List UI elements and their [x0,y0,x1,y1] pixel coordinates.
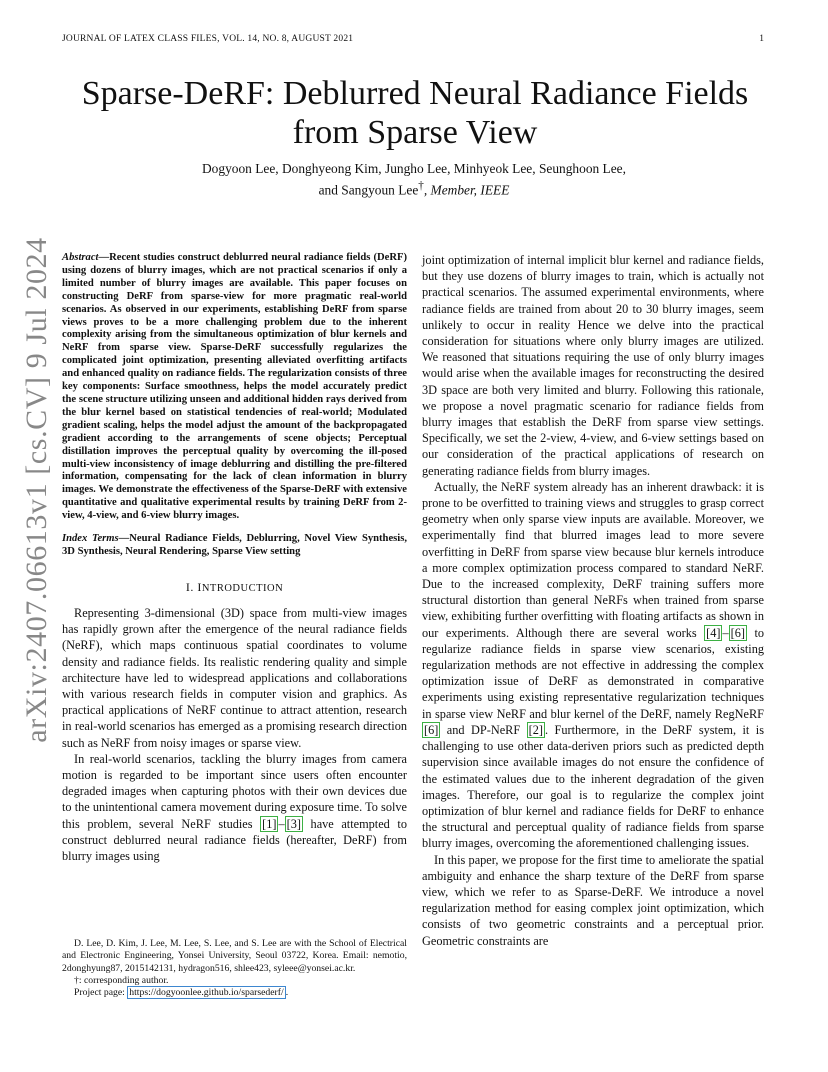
index-terms-lead: Index Terms [62,533,119,545]
page-number: 1 [759,34,764,44]
footnote-corresponding: †: corresponding author. [74,974,169,986]
body-paragraph: joint optimization of internal implicit blur kernel and radiance fields, but they use dozens of blurry images to train, which is actually not practical scenarios. The assumed experimental environments, where radiance fields are trained from about 20 to 30 blurry images, seem unlikely to occur in reality Hence we delve into the practical consideration for situations where only blurry images are utilized. We reasoned that situations requiring the use of only blurry images would arise when the available images for reconstructing the desired 3D space are both very limited and blurry. Following this rationale, we propose a novel pragmatic scenario for radiance fields from blurry images that establish the DeRF from sparse view settings. Specifically, we set the 2-view, 4-view, and 6-view settings based on our consideration of the practical applications of research on generating radiance fields from blurry images. [422,253,764,478]
section-heading-introduction: I. INTRODUCTION [185,579,284,594]
body-paragraph: Actually, the NeRF system already has an inherent drawback: it is prone to be overfitted to training views and struggles to grasp correct geometry when only sparse view inputs are available. Moreover, we experimentally find that blurred images lead to more severe overfitting in DeRF from sparse view because blur kernels introduce a more complex optimization process compared to standard NeRF. Due to the increased complexity, DeRF training suffers more structural distortion than general NeRFs when trained from sparse view, exhibiting further overfitting with floating artifacts as shown in our experiments. Although there are several works [4] – [6] to regularize radiance fields in sparse view scenarios, existing regularization methods are not effective in addressing the complex optimization issue of DeRF as demonstrated in comparative experiments using existing representative regularization techniques in sparse view NeRF and blur kernel of the DeRF, namely RegNeRF [6] and DP-NeRF [2] . Furthermore, in the DeRF system, it is challenging to use other data-deriven priors such as predicted depth supervision since available images do not ensure the confidence of the estimated values due to the inherent degradation of the given images. Therefore, our goal is to regularize the complex joint optimization of blur kernel and radiance fields for DeRF to enhance the structural and perceptual quality of radiance fields from sparse blurry images, overcoming the aforementioned challenging issues. [422,479,765,851]
citation-link[interactable]: [6] [424,722,439,737]
abstract [62,252,407,523]
footnote [62,938,407,999]
running-header: JOURNAL OF LATEX CLASS FILES, VOL. 14, NO. 8, AUGUST 2021 [62,34,354,44]
project-page-link[interactable]: https://dogyoonlee.github.io/sparsederf/ [129,987,284,999]
author-line-1: Dogyoon Lee, Donghyeong Kim, Jungho Lee, Minhyeok Lee, Seunghoon Lee, [202,161,626,176]
index-terms-text: —Neural Radiance Fields, Deblurring, Novel View Synthesis, 3D Synthesis, Neural Rendering, Sparse View setting [62,533,407,557]
abstract-lead: Abstract [62,252,99,263]
intro-paragraph: Representing 3-dimensional (3D) space from multi-view images has rapidly grown after the emergence of the neural radiance fields (NeRF), which maps continuous spatial coordinates to volume density and radiance fields. Its realistic rendering quality and simple architecture have led to widespread applications and collaborations with various research fields in computer vision and graphics. As practical applications of NeRF continue to attract attention, research in real-world scenarios has emerged as a promising research direction such as NeRF from noisy images or sparse view. [62,606,407,750]
citation-link[interactable]: [2] [528,722,543,737]
citation-link[interactable]: [3] [286,816,301,831]
index-terms [62,533,407,559]
intro-paragraph: In real-world scenarios, tackling the blurry images from camera motion is regarded to be important since users often encounter degraded images when capturing photos with their own devices due to the unintentional camera movement during exposure time. To solve this problem, several NeRF studies [1] – [3] have attempted to construct deblurred neural radiance fields (hereafter, DeRF) from blurry images using [62,751,407,864]
citation-link[interactable]: [4] [706,625,721,640]
footnote-affiliation: D. Lee, D. Kim, J. Lee, M. Lee, S. Lee, and S. Lee are with the School of Electrical and Electronic Engineering, Yonsei University, Seoul 03722, Korea. Email: nemotio, 2donghyung87, 2015142131, hydragon516, shlee423, syleee@yonsei.ac.kr. [62,938,407,974]
author-list [140,160,688,198]
arxiv-id: arXiv:2407.06613v1 [cs.CV] 9 Jul 2024 [20,237,53,743]
citation-link[interactable]: [6] [730,625,745,640]
right-column [422,252,764,949]
left-column [62,252,407,864]
author-line-2: and Sangyoun Lee†, Member, IEEE [318,179,510,197]
paper-title: Sparse-DeRF: Deblurred Neural Radiance Fields from Sparse View [81,75,749,151]
abstract-text: —Recent studies construct deblurred neural radiance fields (DeRF) using dozens of blurry images, which are not practical scenarios if only a limited number of blurry images are available. This paper focuses on constructing DeRF from sparse-view for more pragmatic real-world scenarios. As observed in our experiments, establishing DeRF from sparse views proves to be a more challenging problem due to the inherent complexity arising from the simultaneous optimization of blur kernels and NeRF from sparse view. Sparse-DeRF successfully regularizes the complicated joint optimization, presenting alleviated overfitting artifacts and enhanced quality on radiance fields. The regularization consists of three key components: Surface smoothness, helps the model accurately predict the scene structure utilizing unseen and additional hidden rays derived from the blur kernel based on statistical tendencies of real-world; Modulated gradient scaling, helps the model adjust the amount of the backpropagated gradient according to the arrangements of scene objects; Perceptual distillation improves the perceptual quality by overcoming the ill-posed multi-view inconsistency of image deblurring and distilling the pre-filtered information, compensating for the lack of clean information in blurry images. We demonstrate the effectiveness of the Sparse-DeRF with extensive quantitative and qualitative experimental results by training DeRF from 2-view, 4-view, and 6-view blurry images. [62,252,407,522]
body-paragraph: In this paper, we propose for the first time to ameliorate the spatial ambiguity and enhance the sharp texture of the DeRF from sparse view, which we refer to as Sparse-DeRF. We introduce a novel regularization method for easing complex joint optimization, which consists of two geometric constraints and a perceptual prior. Geometric constraints are [422,852,764,948]
citation-link[interactable]: [1] [262,816,277,831]
footnote-project-page: Project page: https://dogyoonlee.github.io/sparsederf/ . [74,987,289,999]
